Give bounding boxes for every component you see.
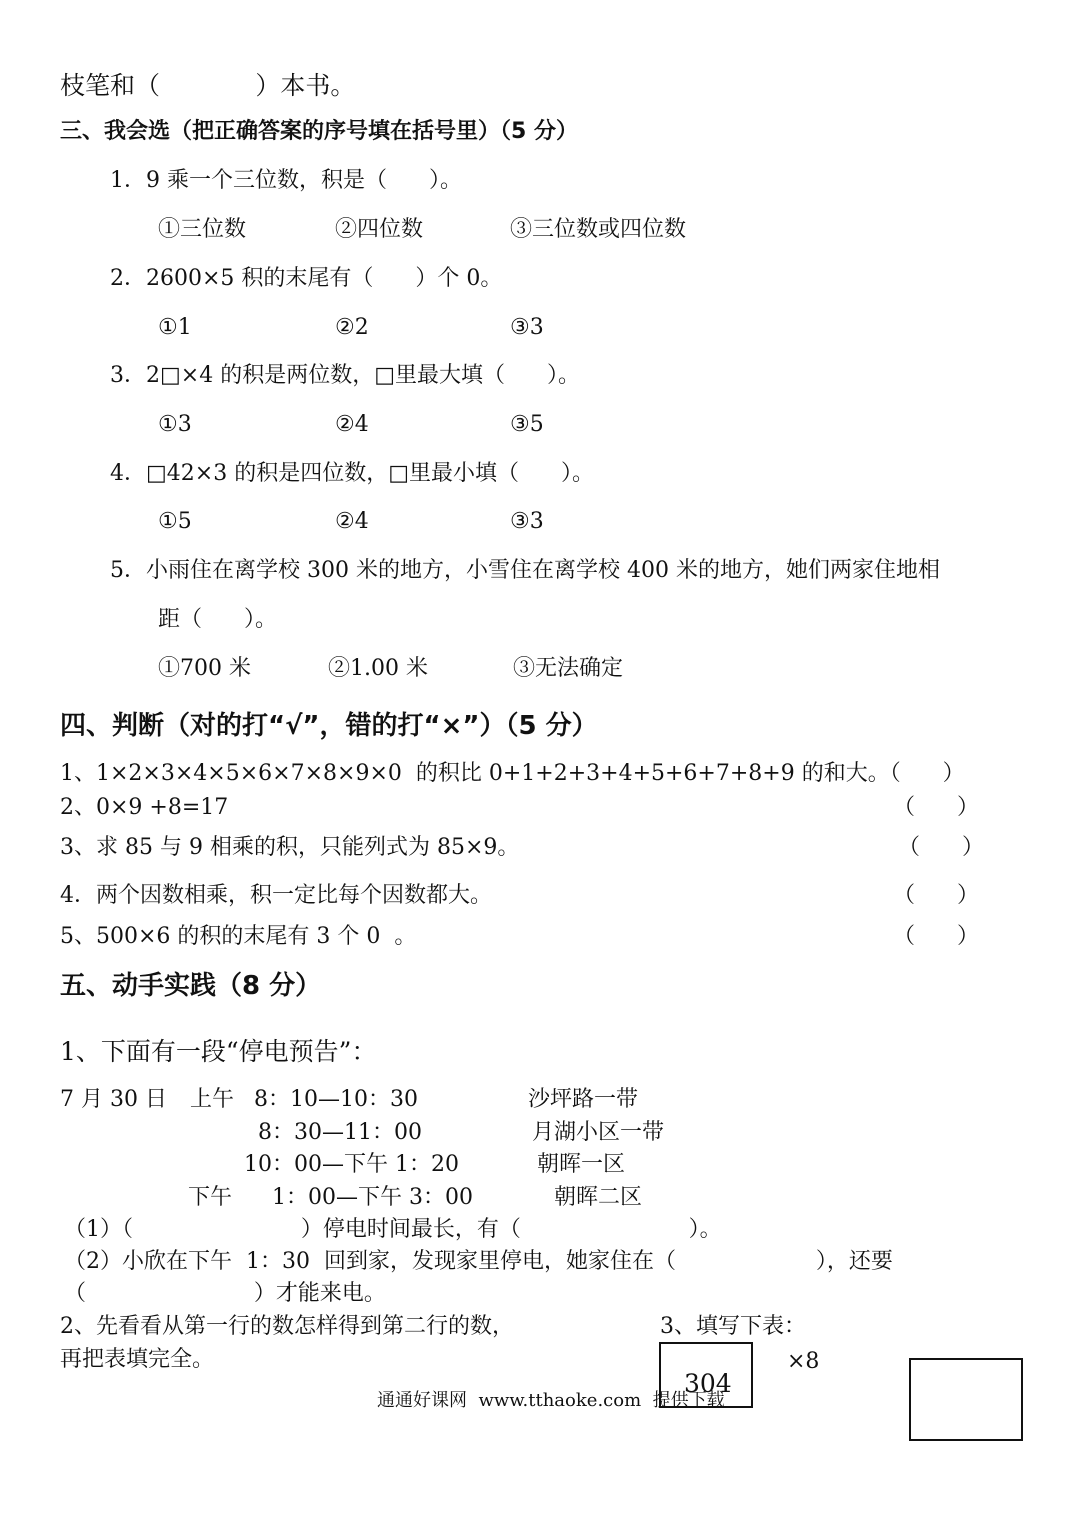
q5-1-sub1: （1）（ ）停电时间最长，有（ ）。 — [64, 1217, 722, 1242]
q5-2-line1: 2、先看看从第一行的数怎样得到第二行的数， — [60, 1314, 514, 1339]
q5-2-line2: 再把表填完全。 — [60, 1347, 215, 1372]
judge-item-1: 1、1×2×3×4×5×6×7×8×9×0 的积比 0+1+2+3+4+5+6+7+8+9 的和大。（ ） — [60, 761, 965, 786]
q3-1-option-b: ②四位数 — [335, 217, 424, 242]
q3-4-option-c: ③3 — [510, 509, 544, 534]
q3-3-option-b: ②4 — [335, 412, 369, 437]
schedule-place-4: 朝晖二区 — [554, 1185, 643, 1210]
page-footer: 通通好课网 www.tthaoke.com 提供下载 — [377, 1390, 725, 1411]
schedule-time-4: 1：00—下午 3：00 — [272, 1185, 473, 1210]
schedule-place-2: 月湖小区一带 — [532, 1120, 665, 1145]
section5-title: 五、动手实践（8 分） — [60, 971, 322, 1001]
q3-1-option-c: ③三位数或四位数 — [510, 217, 687, 242]
section3-title: 三、我会选（把正确答案的序号填在括号里）（5 分） — [60, 119, 578, 144]
continuation-line: 枝笔和（ ）本书。 — [60, 71, 356, 100]
q3-4-option-a: ①5 — [158, 509, 192, 534]
q5-1-title: 1、下面有一段“停电预告”： — [60, 1037, 377, 1066]
q3-5-text: 5．小雨住在离学校 300 米的地方，小雪住在离学校 400 米的地方，她们两家住地相 — [110, 558, 940, 583]
judge-item-4: 4．两个因数相乘，积一定比每个因数都大。 — [60, 883, 492, 908]
judge-item-5: 5、500×6 的积的末尾有 3 个 0 。 — [60, 924, 417, 949]
table-answer-cell[interactable] — [909, 1358, 1023, 1441]
q3-2-option-b: ②2 — [335, 315, 369, 340]
q3-5-text-cont: 距（ ）。 — [158, 607, 277, 632]
q5-1-sub2-cont: （ ）才能来电。 — [64, 1281, 386, 1306]
schedule-period-pm: 下午 — [188, 1185, 233, 1210]
schedule-place-1: 沙坪路一带 — [528, 1087, 639, 1112]
judge-item-4-bracket: （ ） — [893, 883, 979, 908]
q3-4-text: 4．□42×3 的积是四位数，□里最小填（ ）。 — [110, 461, 594, 486]
q3-5-option-c: ③无法确定 — [513, 656, 624, 681]
schedule-time-3: 10：00—下午 1：20 — [244, 1152, 459, 1177]
schedule-place-3: 朝晖一区 — [537, 1152, 626, 1177]
section4-title: 四、判断（对的打“√”，错的打“×”）（5 分） — [60, 711, 598, 741]
q3-2-option-c: ③3 — [510, 315, 544, 340]
q3-1-option-a: ①三位数 — [158, 217, 247, 242]
judge-item-3-bracket: （ ） — [898, 835, 984, 860]
judge-item-5-bracket: （ ） — [893, 924, 979, 949]
q5-1-sub2: （2）小欣在下午 1：30 回到家，发现家里停电，她家住在（ ），还要 — [64, 1249, 893, 1274]
schedule-period-am: 上午 — [190, 1087, 235, 1112]
q3-3-option-a: ①3 — [158, 412, 192, 437]
q3-3-text: 3．2□×4 的积是两位数，□里最大填（ ）。 — [110, 363, 580, 388]
q3-5-option-b: ②1.00 米 — [328, 656, 428, 681]
q3-1-text: 1．9 乘一个三位数，积是（ ）。 — [110, 168, 462, 193]
q3-5-option-a: ①700 米 — [158, 656, 251, 681]
judge-item-3: 3、求 85 与 9 相乘的积，只能列式为 85×9。 — [60, 835, 520, 860]
table-value: 304 — [684, 1369, 732, 1398]
q3-4-option-b: ②4 — [335, 509, 369, 534]
schedule-date: 7 月 30 日 — [60, 1087, 167, 1112]
judge-item-2-bracket: （ ） — [893, 795, 979, 820]
q3-2-text: 2．2600×5 积的末尾有（ ）个 0。 — [110, 266, 503, 291]
q5-3-title: 3、填写下表： — [660, 1314, 806, 1339]
table-multiplier: ×8 — [787, 1349, 820, 1374]
schedule-time-1: 8：10—10：30 — [254, 1087, 418, 1112]
judge-item-2: 2、0×9 +8=17 — [60, 795, 229, 820]
schedule-time-2: 8：30—11：00 — [258, 1120, 422, 1145]
q3-2-option-a: ①1 — [158, 315, 192, 340]
q3-3-option-c: ③5 — [510, 412, 544, 437]
